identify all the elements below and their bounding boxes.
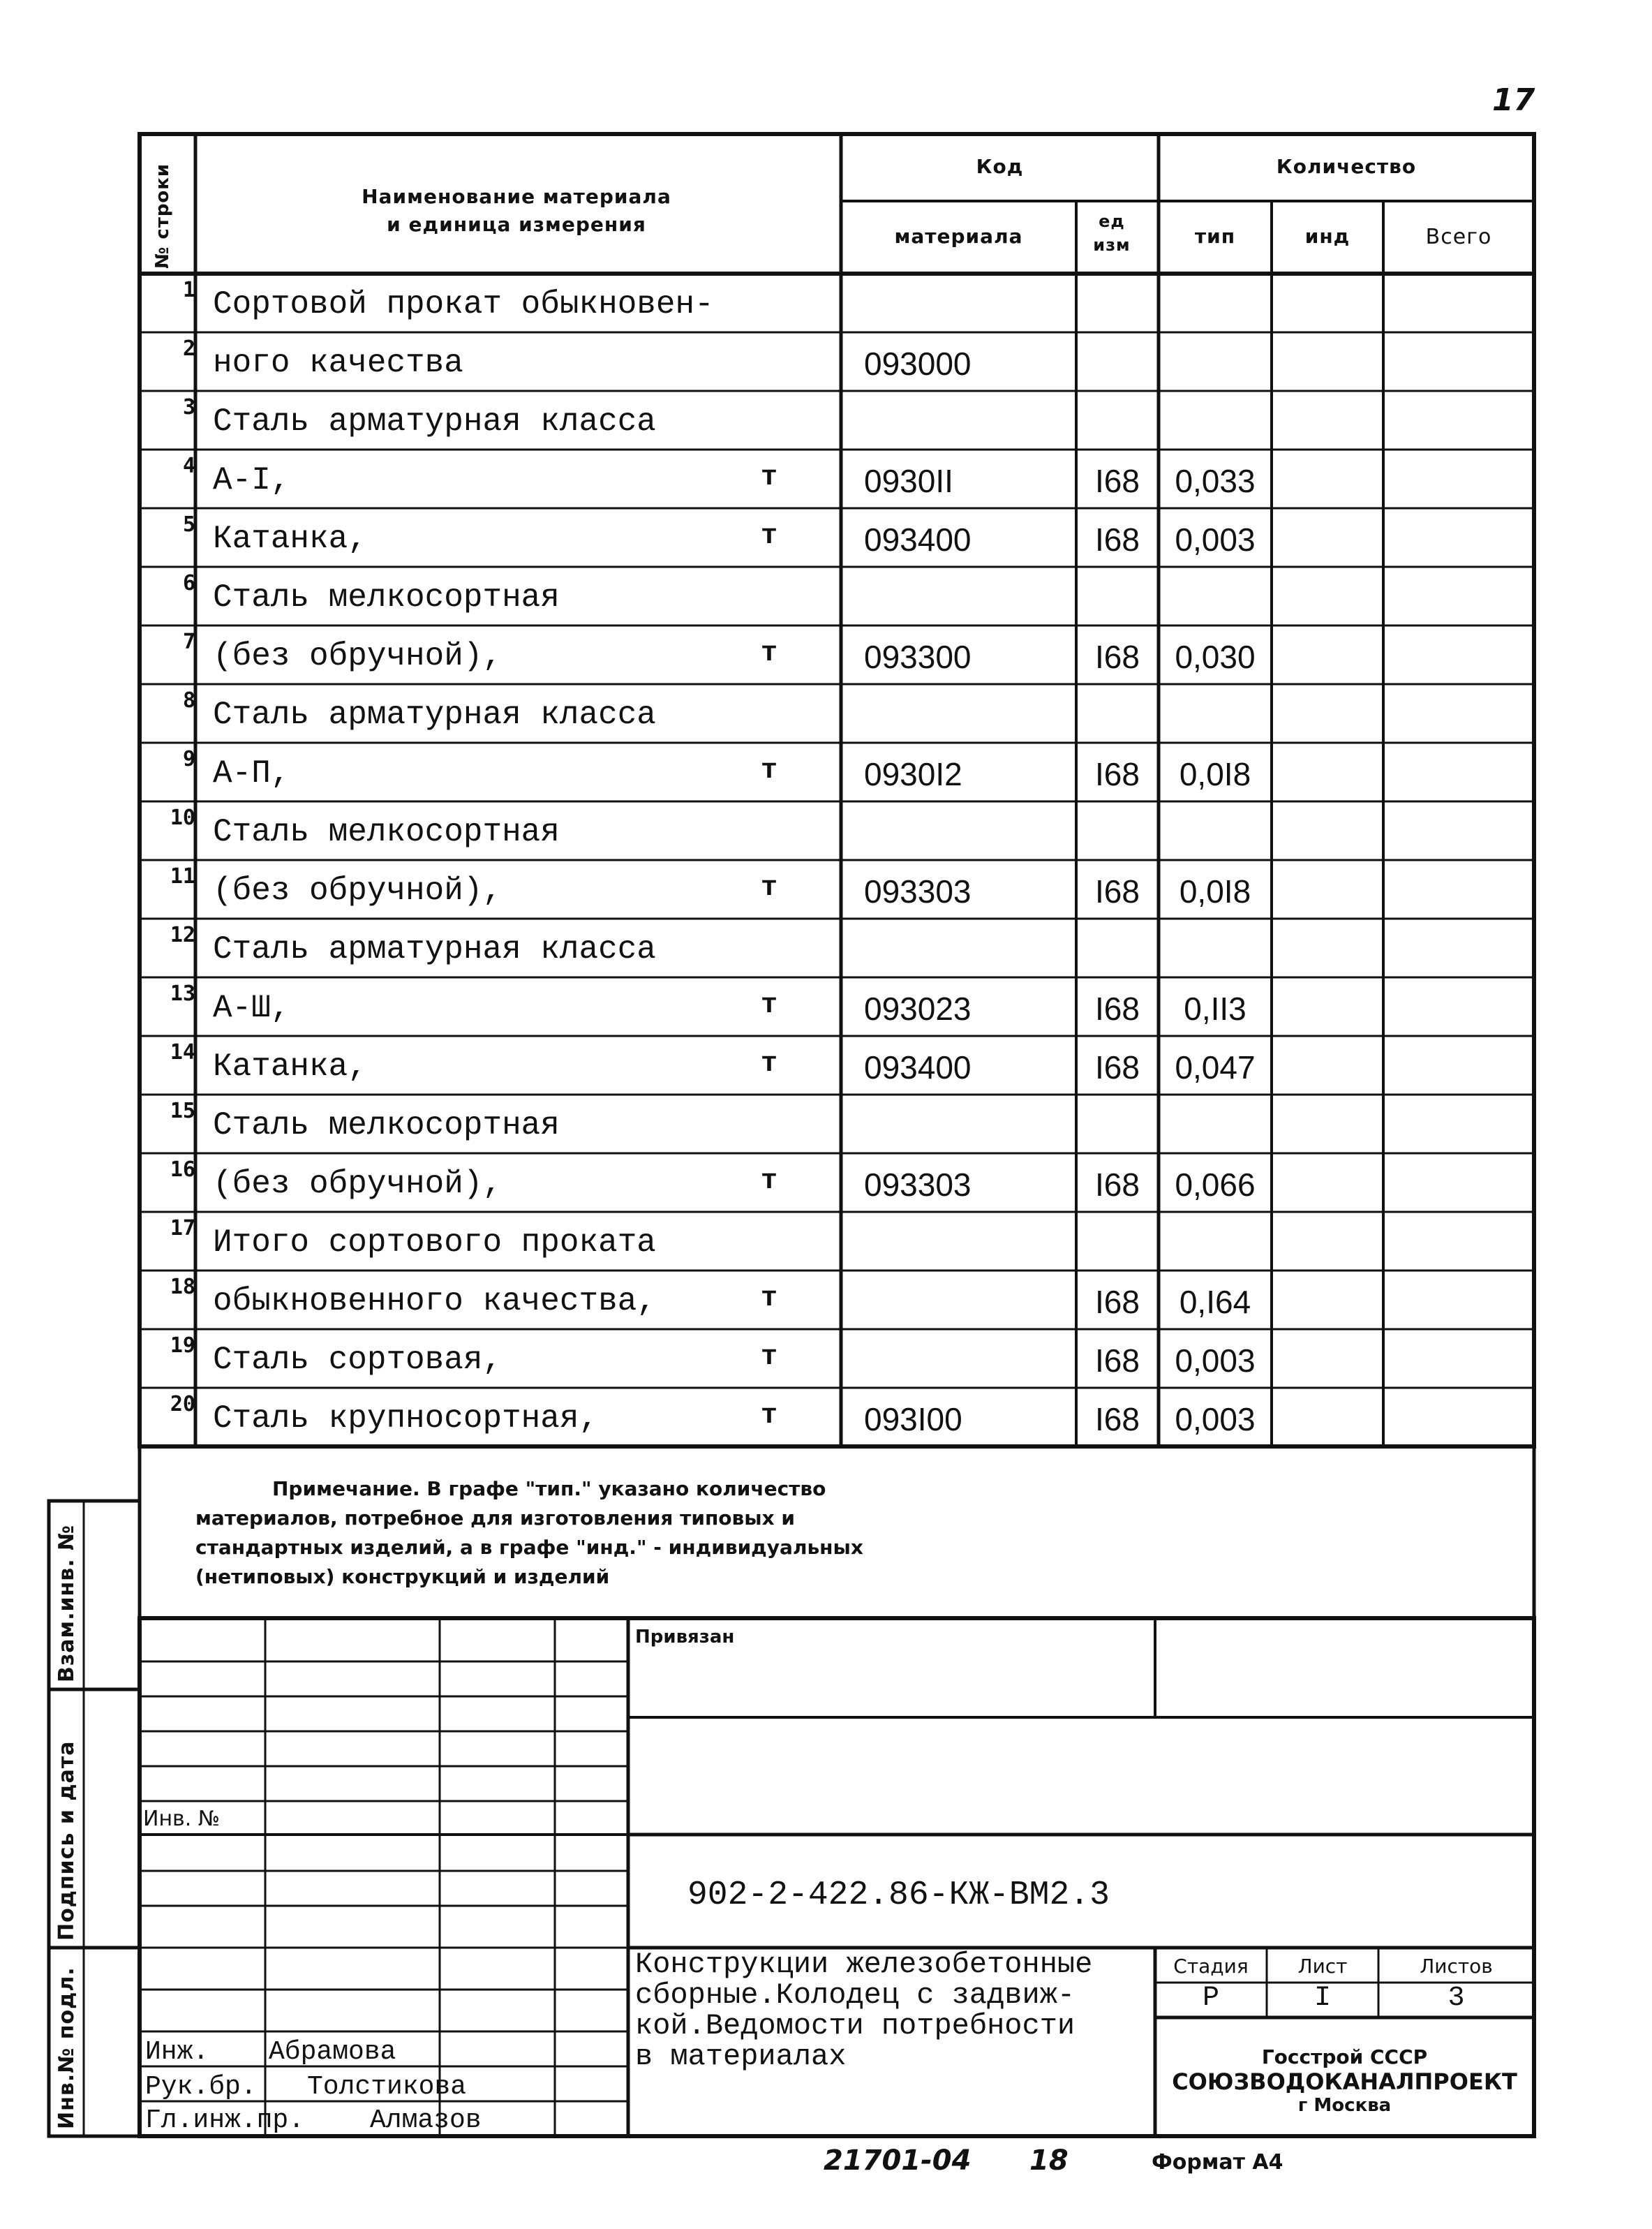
typ-quantity: 0,I64 [1179, 1284, 1251, 1320]
unit-of-measure: т [761, 1049, 778, 1080]
row-number: 19 [170, 1333, 195, 1358]
signature-name: Абрамова [269, 2037, 396, 2067]
material-name: Сталь мелкосортная [213, 814, 560, 850]
material-name: Сортовой прокат обыкновен- [213, 286, 714, 323]
material-code: 093I00 [864, 1401, 962, 1437]
org-line-1: Госстрой СССР [1261, 2045, 1428, 2068]
row-number: 9 [182, 747, 195, 771]
org-line-2: СОЮЗВОДОКАНАЛПРОЕКТ [1172, 2068, 1517, 2095]
material-code: 093300 [864, 639, 972, 675]
typ-quantity: 0,0I8 [1179, 756, 1251, 792]
note-line-2: материалов, потребное для изготовления типовых и [195, 1506, 795, 1530]
document-code: 902-2-422.86-КЖ-ВМ2.3 [687, 1876, 1110, 1914]
row-number: 17 [170, 1216, 195, 1241]
note-line-4: (нетиповых) конструкций и изделий [195, 1565, 610, 1588]
footer-page: 18 [1029, 2145, 1069, 2177]
row-number: 4 [182, 454, 195, 478]
note-line-3: стандартных изделий, а в графе "инд." - индивидуальных [195, 1536, 863, 1559]
unit-of-measure: т [761, 1400, 778, 1432]
typ-quantity: 0,II3 [1184, 991, 1247, 1027]
signature-name: Алмазов [370, 2105, 482, 2135]
page-number: 17 [1492, 82, 1535, 118]
unit-of-measure: т [761, 638, 778, 669]
row-number: 5 [182, 512, 195, 537]
row-number: 15 [170, 1099, 195, 1123]
ind-header: инд [1304, 225, 1350, 248]
material-name: ного качества [213, 345, 463, 381]
typ-quantity: 0,030 [1175, 639, 1256, 675]
typ-quantity: 0,003 [1175, 521, 1256, 558]
side-label-inv-podl: Инв.№ подл. [54, 1967, 79, 2129]
side-label-vzam: Взам.инв. № [54, 1524, 79, 1682]
unit-of-measure: т [761, 755, 778, 787]
typ-quantity: 0,033 [1175, 463, 1256, 499]
inv-number-label: Инв. № [143, 1807, 221, 1831]
row-number: 18 [170, 1275, 195, 1299]
material-code: 093400 [864, 1049, 972, 1086]
code-header: Код [976, 155, 1024, 178]
row-number: 12 [170, 923, 195, 947]
unit-of-measure: т [761, 521, 778, 552]
material-code: 093400 [864, 521, 972, 558]
unit-code: I68 [1095, 873, 1140, 910]
unit-code: I68 [1095, 463, 1140, 499]
sheet-label: Лист [1297, 1955, 1348, 1978]
title-line-4: в материалах [635, 2040, 847, 2073]
unit-code: I68 [1095, 1284, 1140, 1320]
material-name: Сталь мелкосортная [213, 1107, 560, 1143]
row-number: 2 [182, 336, 195, 361]
unit-of-measure: т [761, 1283, 778, 1315]
material-name: Катанка, [213, 1049, 367, 1085]
material-name: Сталь крупносортная, [213, 1400, 599, 1437]
organization-block [1155, 2045, 1534, 2116]
material-name: А-Ш, [213, 990, 290, 1026]
document-title [635, 1949, 1092, 2072]
unit-code: I68 [1095, 1401, 1140, 1437]
unit-code: I68 [1095, 1342, 1140, 1379]
unit-of-measure: т [761, 462, 778, 494]
org-line-3: г Москва [1297, 2095, 1392, 2116]
row-number: 14 [170, 1040, 195, 1065]
format-label: Формат А4 [1152, 2150, 1283, 2175]
material-code: 0930II [864, 463, 953, 499]
signature-role: Инж. [145, 2037, 209, 2067]
sheets-value: 3 [1448, 1983, 1465, 2014]
material-name: Итого сортового проката [213, 1224, 656, 1261]
material-code: 093303 [864, 873, 972, 910]
typ-quantity: 0,0I8 [1179, 873, 1251, 910]
typ-quantity: 0,066 [1175, 1167, 1256, 1203]
row-number: 11 [170, 864, 195, 889]
total-header: Всего [1425, 225, 1492, 249]
typ-quantity: 0,003 [1175, 1401, 1256, 1437]
row-number: 20 [170, 1392, 195, 1416]
typ-header: тип [1194, 225, 1236, 248]
material-name: (без обручной), [213, 638, 503, 674]
stage-label: Стадия [1173, 1955, 1249, 1978]
signature-role: Рук.бр. [145, 2072, 257, 2102]
row-number: 16 [170, 1157, 195, 1182]
material-name: А-I, [213, 462, 290, 498]
side-label-podpis: Подпись и дата [54, 1740, 79, 1941]
typ-quantity: 0,047 [1175, 1049, 1256, 1086]
material-code: 093000 [864, 346, 972, 382]
material-code: 093303 [864, 1167, 972, 1203]
typ-quantity: 0,003 [1175, 1342, 1256, 1379]
material-code: 0930I2 [864, 756, 962, 792]
material-name: (без обручной), [213, 873, 503, 909]
row-number: 7 [182, 630, 195, 654]
unit-code: I68 [1095, 521, 1140, 558]
material-code-header: материала [894, 225, 1023, 248]
unit-of-measure: т [761, 1166, 778, 1197]
unit-of-measure: т [761, 990, 778, 1021]
quantity-header: Количество [1276, 155, 1417, 178]
signature-role: Гл.инж.пр. [145, 2105, 305, 2135]
row-number: 10 [170, 806, 195, 830]
row-number: 13 [170, 982, 195, 1006]
material-name: Катанка, [213, 521, 367, 557]
archive-number: 21701-04 [824, 2145, 972, 2177]
unit-of-measure: т [761, 873, 778, 904]
material-name: Сталь арматурная класса [213, 697, 656, 733]
title-line-1: Конструкции железобетонные [635, 1948, 1093, 1981]
material-name: Сталь арматурная класса [213, 403, 656, 440]
privyazan-label: Привязан [635, 1627, 735, 1647]
unit-code-header: ед изм [1093, 212, 1131, 255]
material-name-header: Наименование материала и единица измерения [362, 185, 671, 236]
title-line-3: кой.Ведомости потребности [635, 2009, 1076, 2043]
sheet-value: I [1314, 1983, 1331, 2014]
row-number: 8 [182, 688, 195, 713]
row-number: 1 [182, 278, 195, 302]
row-number: 6 [182, 571, 195, 595]
note [195, 1474, 1033, 1592]
material-name: Сталь мелкосортная [213, 579, 560, 616]
unit-code: I68 [1095, 1049, 1140, 1086]
note-line-1: Примечание. В графе "тип." указано количество [272, 1477, 826, 1500]
signature-name: Толстикова [307, 2072, 467, 2102]
material-name: А-П, [213, 755, 290, 792]
stage-value: Р [1202, 1983, 1219, 2014]
material-name: обыкновенного качества, [213, 1283, 656, 1319]
material-name: (без обручной), [213, 1166, 503, 1202]
unit-code: I68 [1095, 756, 1140, 792]
material-code: 093023 [864, 991, 972, 1027]
unit-code: I68 [1095, 639, 1140, 675]
material-name: Сталь сортовая, [213, 1342, 503, 1378]
material-name: Сталь арматурная класса [213, 931, 656, 968]
unit-code: I68 [1095, 1167, 1140, 1203]
row-number-header: № строки [152, 163, 173, 269]
title-line-2: сборные.Колодец с задвиж- [635, 1978, 1076, 2012]
sheets-label: Листов [1420, 1955, 1493, 1978]
unit-code: I68 [1095, 991, 1140, 1027]
unit-of-measure: т [761, 1342, 778, 1373]
row-number: 3 [182, 395, 195, 420]
